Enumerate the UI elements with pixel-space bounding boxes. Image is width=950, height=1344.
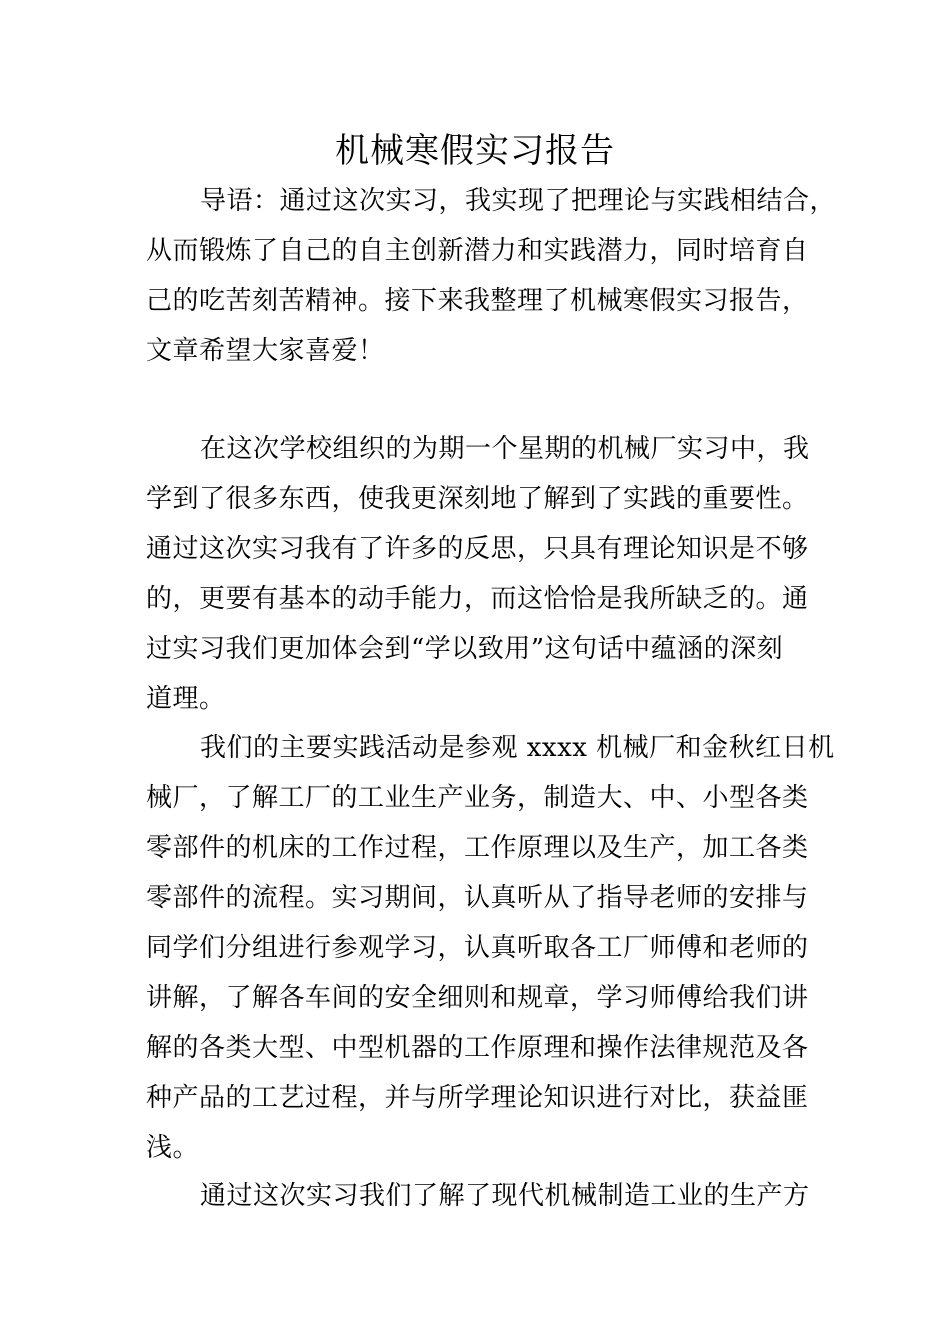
text-line: 从而锻炼了自己的自主创新潜力和实践潜力，同时培育自 [146, 236, 809, 266]
text-line: 我们的主要实践活动是参观 xxxx 机械厂和金秋红日机 [200, 733, 835, 763]
text-line: 通过这次实习我有了许多的反思，只具有理论知识是不够 [146, 534, 809, 564]
text-line: 的，更要有基本的动手能力，而这恰恰是我所缺乏的。通 [146, 584, 809, 614]
body-paragraph-3 [146, 1171, 811, 1221]
body-paragraph-1 [146, 424, 811, 724]
text-line: 同学们分组进行参观学习，认真听取各工厂师傅和老师的 [146, 933, 809, 963]
intro-paragraph [146, 176, 837, 376]
text-line: 过实习我们更加体会到“学以致用”这句话中蕴涵的深刻 [146, 634, 784, 664]
text-line: 道理。 [146, 684, 226, 714]
text-line: 零部件的流程。实习期间，认真听从了指导老师的安排与 [146, 883, 809, 913]
body-paragraph-2 [146, 723, 835, 1173]
text-line: 导语：通过这次实习，我实现了把理论与实践相结合， [200, 186, 837, 216]
text-line: 己的吃苦刻苦精神。接下来我整理了机械寒假实习报告， [146, 286, 809, 316]
text-line: 学到了很多东西，使我更深刻地了解到了实践的重要性。 [146, 484, 809, 514]
text-line: 讲解，了解各车间的安全细则和规章，学习师傅给我们讲 [146, 983, 809, 1013]
document-title: 机械寒假实习报告 [335, 131, 615, 171]
text-line: 浅。 [146, 1133, 200, 1163]
text-line: 通过这次实习我们了解了现代机械制造工业的生产方 [200, 1181, 810, 1211]
text-line: 在这次学校组织的为期一个星期的机械厂实习中，我 [200, 434, 810, 464]
text-line: 械厂，了解工厂的工业生产业务，制造大、中、小型各类 [146, 783, 809, 813]
text-line: 文章希望大家喜爱！ [146, 336, 385, 366]
text-line: 种产品的工艺过程，并与所学理论知识进行对比，获益匪 [146, 1083, 809, 1113]
text-line: 解的各类大型、中型机器的工作原理和操作法律规范及各 [146, 1033, 809, 1063]
text-line: 零部件的机床的工作过程，工作原理以及生产，加工各类 [146, 833, 809, 863]
